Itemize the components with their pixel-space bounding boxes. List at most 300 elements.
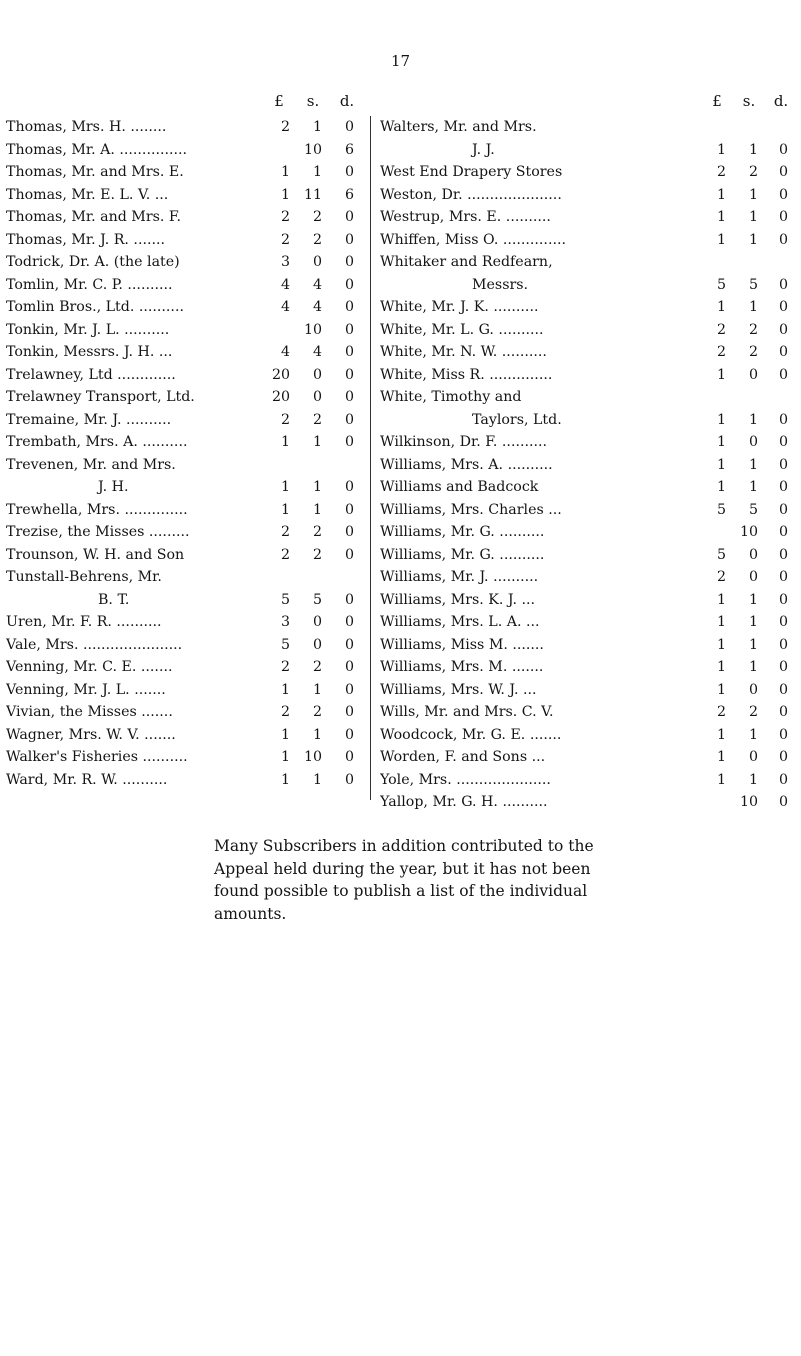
subscriber-row <box>380 769 796 792</box>
subscriber-name: Williams, Mrs. W. J. ... <box>380 681 537 698</box>
shillings-amount: 1 <box>312 501 322 518</box>
subscriber-name: White, Miss R. .............. <box>380 366 553 383</box>
subscriber-row <box>6 656 364 679</box>
pounds-amount: 2 <box>280 411 290 428</box>
shillings-amount: 1 <box>748 186 758 203</box>
pence-amount: 0 <box>344 434 354 450</box>
pounds-amount: 1 <box>716 186 726 203</box>
shillings-amount: 1 <box>312 681 322 698</box>
shillings-amount: 10 <box>739 794 758 810</box>
subscriber-name: Thomas, Mr. and Mrs. E. <box>6 164 184 180</box>
subscriber-name: White, Mr. N. W. .......... <box>380 344 547 360</box>
shillings-amount: 10 <box>303 141 322 158</box>
subscriber-name: Venning, Mr. C. E. ....... <box>6 659 173 675</box>
subscriber-row <box>380 499 796 522</box>
pence-amount: 0 <box>778 231 788 248</box>
subscriber-name: Vale, Mrs. ...................... <box>6 636 183 653</box>
pounds-amount: 4 <box>280 344 290 360</box>
subscriber-row <box>6 161 364 184</box>
pounds-amount: 1 <box>716 614 726 630</box>
pence-amount: 0 <box>778 434 788 450</box>
shillings-amount: 1 <box>312 479 322 495</box>
subscriber-row <box>380 521 796 544</box>
subscriber-row <box>380 319 796 342</box>
subscriber-name: Thomas, Mr. A. ............... <box>6 141 188 158</box>
subscriber-row <box>6 499 364 522</box>
pence-amount: 0 <box>778 164 788 180</box>
subscriber-name: Trevenen, Mr. and Mrs. <box>6 456 176 473</box>
pounds-amount: 5 <box>280 591 290 608</box>
pence-amount: 0 <box>344 164 354 180</box>
subscriber-row <box>6 724 364 747</box>
pence-amount: 0 <box>344 344 354 360</box>
pounds-amount: 2 <box>716 321 726 338</box>
pounds-amount: 1 <box>716 141 726 158</box>
shillings-amount: 1 <box>748 231 758 248</box>
subscriber-name: J. J. <box>472 141 495 158</box>
subscriber-name: Messrs. <box>472 276 529 293</box>
subscriber-row <box>6 386 364 409</box>
shillings-amount: 2 <box>312 411 322 428</box>
pence-amount: 0 <box>778 366 788 383</box>
pence-amount: 0 <box>344 411 354 428</box>
pounds-amount: 1 <box>716 209 726 225</box>
pounds-amount: 2 <box>280 659 290 675</box>
pounds-amount: 1 <box>280 501 290 518</box>
subscriber-row <box>380 229 796 252</box>
subscriber-row <box>380 341 796 364</box>
pence-amount: 0 <box>778 276 788 293</box>
pounds-amount: 1 <box>716 726 726 743</box>
shillings-amount: 10 <box>303 749 322 765</box>
shillings-amount: 10 <box>739 524 758 540</box>
subscriber-name: White, Mr. L. G. .......... <box>380 321 544 338</box>
pounds-header: £ <box>712 92 722 110</box>
subscriber-name: B. T. <box>98 591 130 608</box>
subscriber-row <box>380 791 796 814</box>
pence-amount: 0 <box>778 704 788 720</box>
subscriber-row <box>380 476 796 499</box>
pounds-amount: 1 <box>716 659 726 675</box>
subscriber-name: Wills, Mr. and Mrs. C. V. <box>380 704 554 720</box>
pounds-amount: 3 <box>280 254 290 270</box>
subscriber-name: Williams, Miss M. ....... <box>380 636 544 653</box>
subscriber-row <box>6 206 364 229</box>
subscriber-name: Trelawney Transport, Ltd. <box>6 389 195 405</box>
subscriber-row <box>6 364 364 387</box>
column-divider <box>370 116 371 800</box>
pounds-amount: 5 <box>716 501 726 518</box>
left-column-header <box>6 92 364 116</box>
subscriber-row <box>6 746 364 769</box>
shillings-amount: 1 <box>748 726 758 743</box>
pence-amount: 0 <box>778 344 788 360</box>
pence-header: d. <box>339 92 355 110</box>
pence-amount: 0 <box>344 614 354 630</box>
subscriber-row <box>6 701 364 724</box>
shillings-amount: 0 <box>312 366 322 383</box>
subscriber-name: Walker's Fisheries .......... <box>6 749 188 765</box>
subscriber-row <box>380 184 796 207</box>
pence-amount: 0 <box>344 501 354 518</box>
shillings-amount: 0 <box>312 254 322 270</box>
subscriber-name: White, Timothy and <box>380 389 522 405</box>
shillings-amount: 10 <box>303 321 322 338</box>
subscriber-row <box>6 611 364 634</box>
pounds-amount: 2 <box>280 119 290 135</box>
pounds-header: £ <box>274 92 284 110</box>
shillings-amount: 1 <box>748 479 758 495</box>
pence-amount: 0 <box>778 299 788 315</box>
subscriber-name: Williams, Mrs. A. .......... <box>380 456 553 473</box>
pounds-amount: 1 <box>716 299 726 315</box>
subscriber-row <box>380 296 796 319</box>
subscriber-row <box>6 296 364 319</box>
subscriber-row <box>380 679 796 702</box>
shillings-amount: 1 <box>312 726 322 743</box>
subscriber-row <box>6 431 364 454</box>
shillings-amount: 2 <box>312 659 322 675</box>
pence-amount: 0 <box>778 141 788 158</box>
shillings-amount: 4 <box>312 299 322 315</box>
shillings-amount: 2 <box>312 704 322 720</box>
shillings-amount: 1 <box>748 456 758 473</box>
subscriber-name: White, Mr. J. K. .......... <box>380 299 539 315</box>
shillings-amount: 5 <box>748 501 758 518</box>
shillings-header: s. <box>742 92 756 110</box>
subscriber-name: Taylors, Ltd. <box>472 411 562 428</box>
left-column <box>6 92 364 791</box>
subscriber-name: J. H. <box>98 479 129 495</box>
subscriber-row <box>6 409 364 432</box>
subscriber-name: Tonkin, Mr. J. L. .......... <box>6 321 170 338</box>
pounds-amount: 1 <box>280 186 290 203</box>
shillings-amount: 1 <box>748 299 758 315</box>
subscriber-name: Trounson, W. H. and Son <box>6 546 185 563</box>
pence-amount: 0 <box>778 186 788 203</box>
subscriber-row <box>380 656 796 679</box>
pence-amount: 0 <box>778 321 788 338</box>
shillings-amount: 4 <box>312 344 322 360</box>
subscriber-name: Trewhella, Mrs. .............. <box>6 501 188 518</box>
footnote: Many Subscribers in addition contributed to the Appeal held during the year, but it has not been found possible to publish a list of the individual amounts. <box>214 837 594 923</box>
shillings-amount: 2 <box>312 546 322 563</box>
pounds-amount: 2 <box>280 231 290 248</box>
pence-amount: 0 <box>778 479 788 495</box>
subscriber-name: Williams, Mrs. L. A. ... <box>380 614 540 630</box>
pence-amount: 0 <box>344 546 354 563</box>
pence-amount: 0 <box>778 591 788 608</box>
pounds-amount: 1 <box>280 434 290 450</box>
pounds-amount: 1 <box>716 591 726 608</box>
pounds-amount: 1 <box>280 726 290 743</box>
subscriber-name: Venning, Mr. J. L. ....... <box>6 681 166 698</box>
subscriber-row <box>380 431 796 454</box>
subscriber-name: Whiffen, Miss O. .............. <box>380 231 566 248</box>
pence-amount: 0 <box>778 501 788 518</box>
subscriber-row <box>380 724 796 747</box>
subscriber-row <box>6 274 364 297</box>
shillings-amount: 0 <box>312 636 322 653</box>
subscriber-row <box>380 251 796 274</box>
pounds-amount: 1 <box>716 456 726 473</box>
pounds-amount: 1 <box>280 479 290 495</box>
shillings-amount: 0 <box>748 681 758 698</box>
shillings-amount: 1 <box>748 411 758 428</box>
subscriber-name: Westrup, Mrs. E. .......... <box>380 209 551 225</box>
pounds-amount: 4 <box>280 299 290 315</box>
pence-amount: 0 <box>778 411 788 428</box>
pence-amount: 0 <box>778 209 788 225</box>
subscriber-name: Trelawney, Ltd ............. <box>6 366 176 383</box>
pence-amount: 0 <box>778 636 788 653</box>
subscriber-row <box>6 184 364 207</box>
subscriber-row <box>380 116 796 139</box>
subscriber-name: Worden, F. and Sons ... <box>380 749 546 765</box>
subscriber-name: West End Drapery Stores <box>380 164 563 180</box>
subscriber-row <box>380 206 796 229</box>
pence-amount: 0 <box>344 321 354 338</box>
subscriber-row <box>380 589 796 612</box>
subscriber-name: Trembath, Mrs. A. .......... <box>6 434 188 450</box>
shillings-amount: 0 <box>748 434 758 450</box>
pounds-amount: 3 <box>280 614 290 630</box>
subscriber-name: Yallop, Mr. G. H. .......... <box>380 794 548 810</box>
left-subscriber-list <box>6 116 364 791</box>
subscriber-name: Williams, Mr. J. .......... <box>380 569 539 585</box>
pence-amount: 0 <box>778 569 788 585</box>
pence-amount: 0 <box>778 546 788 563</box>
shillings-header: s. <box>306 92 320 110</box>
shillings-amount: 0 <box>748 546 758 563</box>
shillings-amount: 2 <box>312 231 322 248</box>
pounds-amount: 1 <box>716 771 726 788</box>
shillings-amount: 1 <box>748 771 758 788</box>
shillings-amount: 1 <box>312 434 322 450</box>
subscriber-row <box>380 161 796 184</box>
subscriber-name: Wilkinson, Dr. F. .......... <box>380 434 548 450</box>
right-column <box>380 92 796 814</box>
subscriber-name: Trezise, the Misses ......... <box>6 524 190 540</box>
subscriber-name: Vivian, the Misses ....... <box>6 704 173 720</box>
pounds-amount: 1 <box>716 636 726 653</box>
shillings-amount: 2 <box>748 344 758 360</box>
subscriber-name: Thomas, Mrs. H. ........ <box>6 119 167 135</box>
shillings-amount: 1 <box>748 209 758 225</box>
subscriber-row <box>380 566 796 589</box>
pounds-amount: 1 <box>716 411 726 428</box>
subscriber-name: Wagner, Mrs. W. V. ....... <box>6 726 176 743</box>
subscriber-row <box>6 521 364 544</box>
pence-amount: 0 <box>344 231 354 248</box>
pounds-amount: 5 <box>716 546 726 563</box>
pence-amount: 0 <box>344 726 354 743</box>
subscriber-row <box>380 634 796 657</box>
shillings-amount: 11 <box>303 186 322 203</box>
pence-amount: 0 <box>344 681 354 698</box>
subscriber-row <box>380 611 796 634</box>
shillings-amount: 1 <box>312 119 322 135</box>
shillings-amount: 1 <box>312 771 322 788</box>
subscriber-row <box>380 746 796 769</box>
pence-amount: 0 <box>778 524 788 540</box>
pounds-amount: 1 <box>716 479 726 495</box>
pence-amount: 0 <box>344 659 354 675</box>
subscriber-row <box>6 319 364 342</box>
subscriber-row <box>6 589 364 612</box>
pounds-amount: 2 <box>280 704 290 720</box>
pence-amount: 0 <box>778 749 788 765</box>
subscriber-row <box>6 566 364 589</box>
shillings-amount: 4 <box>312 276 322 293</box>
subscriber-row <box>6 139 364 162</box>
subscriber-name: Tremaine, Mr. J. .......... <box>6 411 172 428</box>
pence-amount: 0 <box>778 659 788 675</box>
pence-amount: 0 <box>344 704 354 720</box>
shillings-amount: 0 <box>748 749 758 765</box>
pence-amount: 0 <box>344 389 354 405</box>
subscriber-name: Thomas, Mr. E. L. V. ... <box>6 186 169 203</box>
pounds-amount: 20 <box>271 366 290 383</box>
pounds-amount: 1 <box>280 681 290 698</box>
shillings-amount: 0 <box>748 366 758 383</box>
pence-amount: 0 <box>778 794 788 810</box>
subscriber-row <box>6 341 364 364</box>
right-column-header <box>380 92 796 116</box>
pounds-amount: 1 <box>280 749 290 765</box>
pounds-amount: 1 <box>716 749 726 765</box>
subscriber-row <box>6 251 364 274</box>
pence-amount: 0 <box>344 749 354 765</box>
shillings-amount: 5 <box>748 276 758 293</box>
subscriber-name: Walters, Mr. and Mrs. <box>380 119 537 135</box>
subscriber-row <box>6 544 364 567</box>
shillings-amount: 0 <box>748 569 758 585</box>
subscriber-name: Thomas, Mr. and Mrs. F. <box>6 209 182 225</box>
pounds-amount: 2 <box>716 704 726 720</box>
pence-amount: 0 <box>778 681 788 698</box>
shillings-amount: 2 <box>312 524 322 540</box>
pounds-amount: 1 <box>716 434 726 450</box>
page-number: 17 <box>390 52 411 70</box>
right-subscriber-list <box>380 116 796 814</box>
shillings-amount: 1 <box>312 164 322 180</box>
pence-amount: 0 <box>344 299 354 315</box>
subscriber-name: Uren, Mr. F. R. .......... <box>6 614 162 630</box>
subscriber-row <box>6 769 364 792</box>
subscriber-name: Williams, Mrs. M. ....... <box>380 659 544 675</box>
pence-header: d. <box>773 92 789 110</box>
pounds-amount: 2 <box>716 569 726 585</box>
subscriber-name: Tomlin, Mr. C. P. .......... <box>6 276 173 293</box>
subscriber-row <box>380 364 796 387</box>
pence-amount: 0 <box>344 479 354 495</box>
subscriber-name: Tonkin, Messrs. J. H. ... <box>6 344 173 360</box>
pounds-amount: 2 <box>716 164 726 180</box>
subscriber-name: Tomlin Bros., Ltd. .......... <box>6 299 184 315</box>
pence-amount: 0 <box>344 209 354 225</box>
subscriber-row <box>380 454 796 477</box>
shillings-amount: 1 <box>748 614 758 630</box>
shillings-amount: 2 <box>748 321 758 338</box>
pence-amount: 0 <box>344 276 354 293</box>
subscriber-name: Woodcock, Mr. G. E. ....... <box>380 726 562 743</box>
subscriber-name: Yole, Mrs. ..................... <box>380 771 551 788</box>
shillings-amount: 1 <box>748 591 758 608</box>
subscriber-row <box>380 274 796 297</box>
shillings-amount: 1 <box>748 636 758 653</box>
pounds-amount: 1 <box>716 231 726 248</box>
subscriber-name: Whitaker and Redfearn, <box>380 254 553 270</box>
subscriber-name: Williams, Mrs. K. J. ... <box>380 591 536 608</box>
pence-amount: 0 <box>778 456 788 473</box>
shillings-amount: 0 <box>312 389 322 405</box>
shillings-amount: 2 <box>748 704 758 720</box>
pence-amount: 0 <box>344 771 354 788</box>
pounds-amount: 1 <box>716 366 726 383</box>
pence-amount: 0 <box>778 771 788 788</box>
subscriber-name: Weston, Dr. ..................... <box>380 186 562 203</box>
pence-amount: 0 <box>344 119 354 135</box>
subscriber-row <box>380 139 796 162</box>
shillings-amount: 1 <box>748 141 758 158</box>
subscriber-row <box>6 229 364 252</box>
subscriber-row <box>6 476 364 499</box>
subscriber-name: Williams, Mr. G. .......... <box>380 524 545 540</box>
pounds-amount: 2 <box>280 209 290 225</box>
subscriber-row <box>6 116 364 139</box>
subscriber-row <box>6 634 364 657</box>
subscriber-name: Todrick, Dr. A. (the late) <box>6 254 180 270</box>
pence-amount: 0 <box>778 726 788 743</box>
subscriber-row <box>380 386 796 409</box>
subscriber-name: Williams, Mrs. Charles ... <box>380 501 562 518</box>
pounds-amount: 2 <box>716 344 726 360</box>
shillings-amount: 5 <box>312 591 322 608</box>
pounds-amount: 5 <box>280 636 290 653</box>
pounds-amount: 5 <box>716 276 726 293</box>
subscriber-row <box>6 679 364 702</box>
pence-amount: 0 <box>344 636 354 653</box>
subscriber-name: Williams and Badcock <box>380 479 539 495</box>
pounds-amount: 1 <box>716 681 726 698</box>
pounds-amount: 1 <box>280 771 290 788</box>
subscriber-name: Tunstall-Behrens, Mr. <box>6 569 162 585</box>
subscriber-row <box>380 409 796 432</box>
subscriber-row <box>6 454 364 477</box>
pounds-amount: 2 <box>280 524 290 540</box>
shillings-amount: 2 <box>748 164 758 180</box>
pounds-amount: 20 <box>271 389 290 405</box>
pence-amount: 0 <box>344 591 354 608</box>
subscriber-row <box>380 701 796 724</box>
pence-amount: 6 <box>344 141 354 158</box>
shillings-amount: 0 <box>312 614 322 630</box>
shillings-amount: 1 <box>748 659 758 675</box>
pence-amount: 0 <box>778 614 788 630</box>
subscriber-row <box>380 544 796 567</box>
pence-amount: 0 <box>344 524 354 540</box>
subscriber-name: Thomas, Mr. J. R. ....... <box>6 231 165 248</box>
pounds-amount: 2 <box>280 546 290 563</box>
subscriber-name: Ward, Mr. R. W. .......... <box>6 771 168 788</box>
shillings-amount: 2 <box>312 209 322 225</box>
subscriber-name: Williams, Mr. G. .......... <box>380 546 545 563</box>
pounds-amount: 4 <box>280 276 290 293</box>
pounds-amount: 1 <box>280 164 290 180</box>
pence-amount: 6 <box>344 186 354 203</box>
pence-amount: 0 <box>344 254 354 270</box>
